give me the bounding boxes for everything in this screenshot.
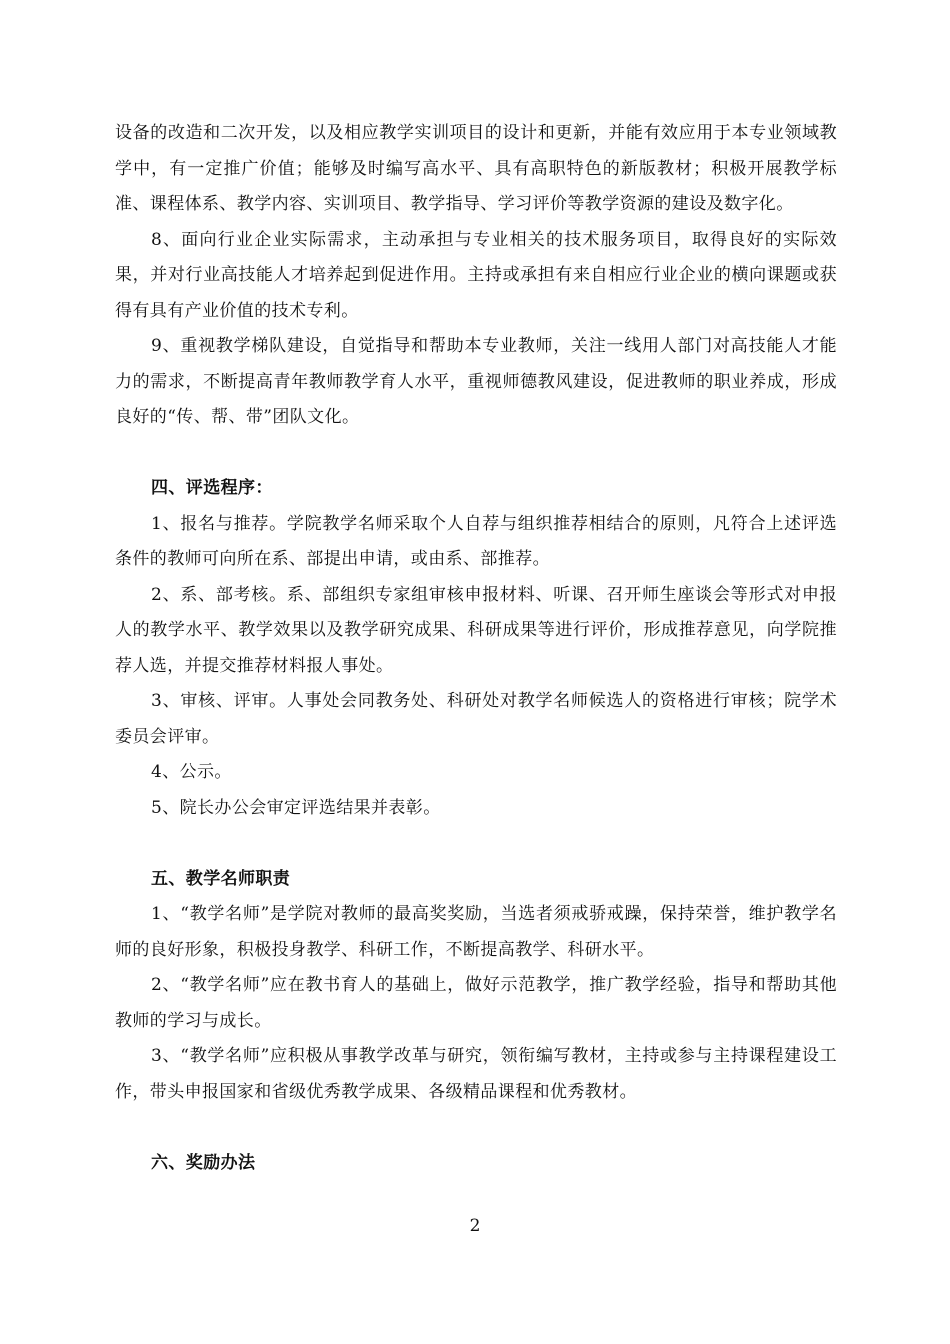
page-number: 2	[469, 1216, 481, 1236]
duty-item-1: 1、“教学名师”是学院对教师的最高奖奖励，当选者须戒骄戒躁，保持荣誉，维护教学名师的良好形象，积极投身教学、科研工作，不断提高教学、科研水平。	[115, 904, 837, 960]
procedure-item-4: 4、公示。	[151, 762, 232, 782]
section-heading-teacher-duties: 五、教学名师职责	[151, 868, 291, 889]
criteria-item-8: 8、面向行业企业实际需求，主动承担与专业相关的技术服务项目，取得良好的实际效果，并对行业高技能人才培养起到促进作用。主持或承担有来自相应行业企业的横向课题或获得有具有产业价值的技术专利。	[115, 229, 837, 321]
section-heading-rewards: 六、奖励办法	[151, 1152, 256, 1173]
criteria-item-9: 9、重视教学梯队建设，自觉指导和帮助本专业教师，关注一线用人部门对高技能人才能力的需求，不断提高青年教师教学育人水平，重视师德教风建设，促进教师的职业养成，形成良好的“传、帮、带”团队文化。	[115, 336, 837, 427]
duty-item-3: 3、“教学名师”应积极从事教学改革与研究，领衔编写教材，主持或参与主持课程建设工作，带头申报国家和省级优秀教学成果、各级精品课程和优秀教材。	[115, 1046, 837, 1102]
section-spacer	[115, 826, 837, 862]
procedure-item-3: 3、审核、评审。人事处会同教务处、科研处对教学名师候选人的资格进行审核；院学术委员会评审。	[115, 691, 837, 747]
intro-paragraph: 设备的改造和二次开发，以及相应教学实训项目的设计和更新，并能有效应用于本专业领域教学中，有一定推广价值；能够及时编写高水平、具有高职特色的新版教材；积极开展教学标准、课程体系、教学内容、实训项目、教学指导、学习评价等教学资源的建设及数字化。	[115, 123, 837, 214]
procedure-item-1: 1、报名与推荐。学院教学名师采取个人自荐与组织推荐相结合的原则，凡符合上述评选条件的教师可向所在系、部提出申请，或由系、部推荐。	[115, 513, 837, 569]
document-body	[115, 116, 837, 1181]
section-heading-selection-procedure: 四、评选程序：	[151, 478, 273, 498]
procedure-item-2: 2、系、部考核。系、部组织专家组审核申报材料、听课、召开师生座谈会等形式对申报人的教学水平、教学效果以及教学研究成果、科研成果等进行评价，形成推荐意见，向学院推荐人选，并提交推荐材料报人事处。	[115, 584, 837, 676]
section-spacer	[115, 436, 837, 472]
procedure-item-5: 5、院长办公会审定评选结果并表彰。	[151, 797, 441, 818]
duty-item-2: 2、“教学名师”应在教书育人的基础上，做好示范教学，推广教学经验，指导和帮助其他教师的学习与成长。	[115, 975, 837, 1031]
section-spacer	[115, 1110, 837, 1146]
